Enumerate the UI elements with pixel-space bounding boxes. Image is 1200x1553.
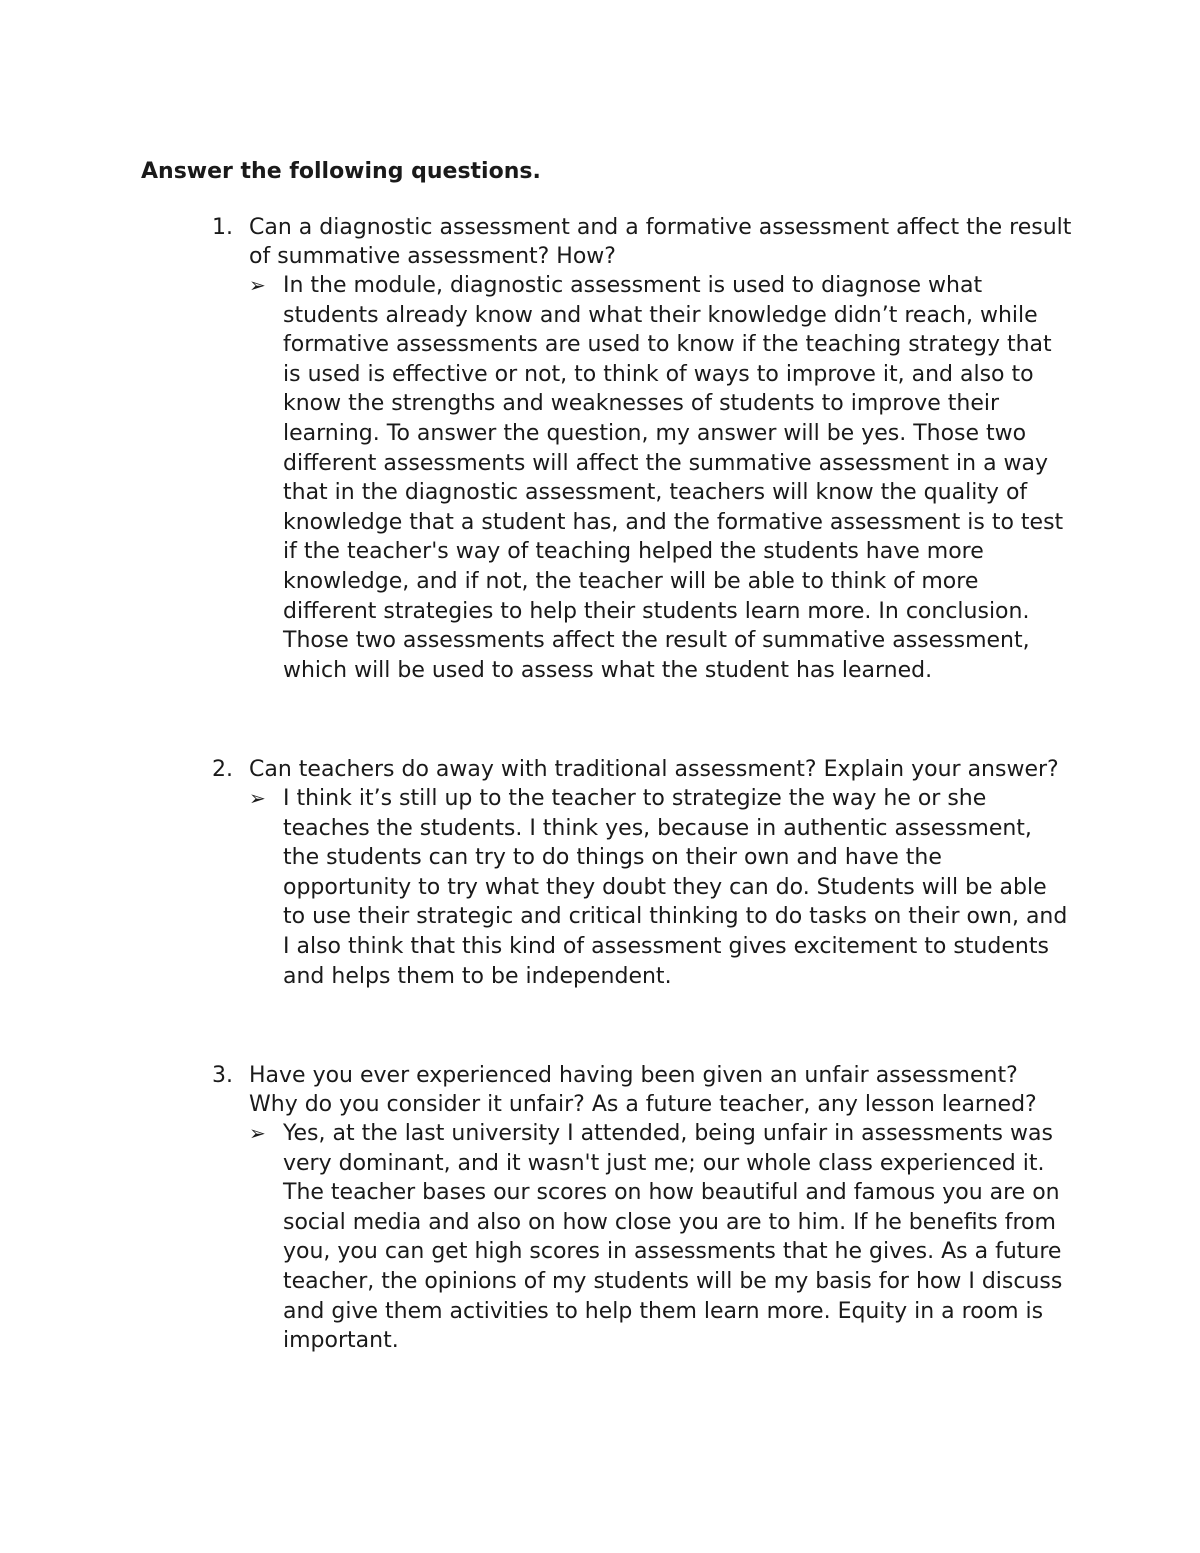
document-heading: Answer the following questions. xyxy=(141,159,541,184)
answer-text: I think it’s still up to the teacher to strategize the way he or she teaches the students. I think yes, because in authentic assessment, the students can try to do things on their own and have the opportunity to try what they doubt they can do. Students will be able to use their strategic and critical thinking to do tasks on their own, and I also think that this kind of assessment gives excitement to students and helps them to be independent. xyxy=(283,786,1068,989)
question-item-2 xyxy=(212,755,1072,991)
question-number: 1. xyxy=(212,215,233,240)
arrow-bullet-icon: ➢ xyxy=(249,273,266,297)
answer-text: Yes, at the last university I attended, being unfair in assessments was very dominant, and it wasn't just me; our whole class experienced it. The teacher bases our scores on how beautiful and famous you are on social media and also on how close you are to him. If he benefits from you, you can get high scores in assessments that he gives. As a future teacher, the opinions of my students will be my basis for how I discuss and give them activities to help them learn more. Equity in a room is important. xyxy=(283,1121,1063,1354)
question-text: Can a diagnostic assessment and a formative assessment affect the result of summative assessment? How? xyxy=(249,215,1072,269)
question-number: 3. xyxy=(212,1063,233,1088)
arrow-bullet-icon: ➢ xyxy=(249,786,266,810)
question-text: Can teachers do away with traditional assessment? Explain your answer? xyxy=(249,757,1059,782)
question-item-1 xyxy=(212,213,1072,685)
question-number: 2. xyxy=(212,757,233,782)
question-text: Have you ever experienced having been given an unfair assessment? Why do you consider it unfair? As a future teacher, any lesson learned? xyxy=(249,1063,1037,1117)
question-item-3 xyxy=(212,1061,1072,1356)
arrow-bullet-icon: ➢ xyxy=(249,1121,266,1145)
answer-text: In the module, diagnostic assessment is used to diagnose what students already know and what their knowledge didn’t reach, while formative assessments are used to know if the teaching strategy that is used is effective or not, to think of ways to improve it, and also to know the strengths and weaknesses of students to improve their learning. To answer the question, my answer will be yes. Those two different assessments will affect the summative assessment in a way that in the diagnostic assessment, teachers will know the quality of knowledge that a student has, and the formative assessment is to test if the teacher's way of teaching helped the students have more knowledge, and if not, the teacher will be able to think of more different strategies to help their students learn more. In conclusion. Those two assessments affect the result of summative assessment, which will be used to assess what the student has learned. xyxy=(283,273,1064,683)
